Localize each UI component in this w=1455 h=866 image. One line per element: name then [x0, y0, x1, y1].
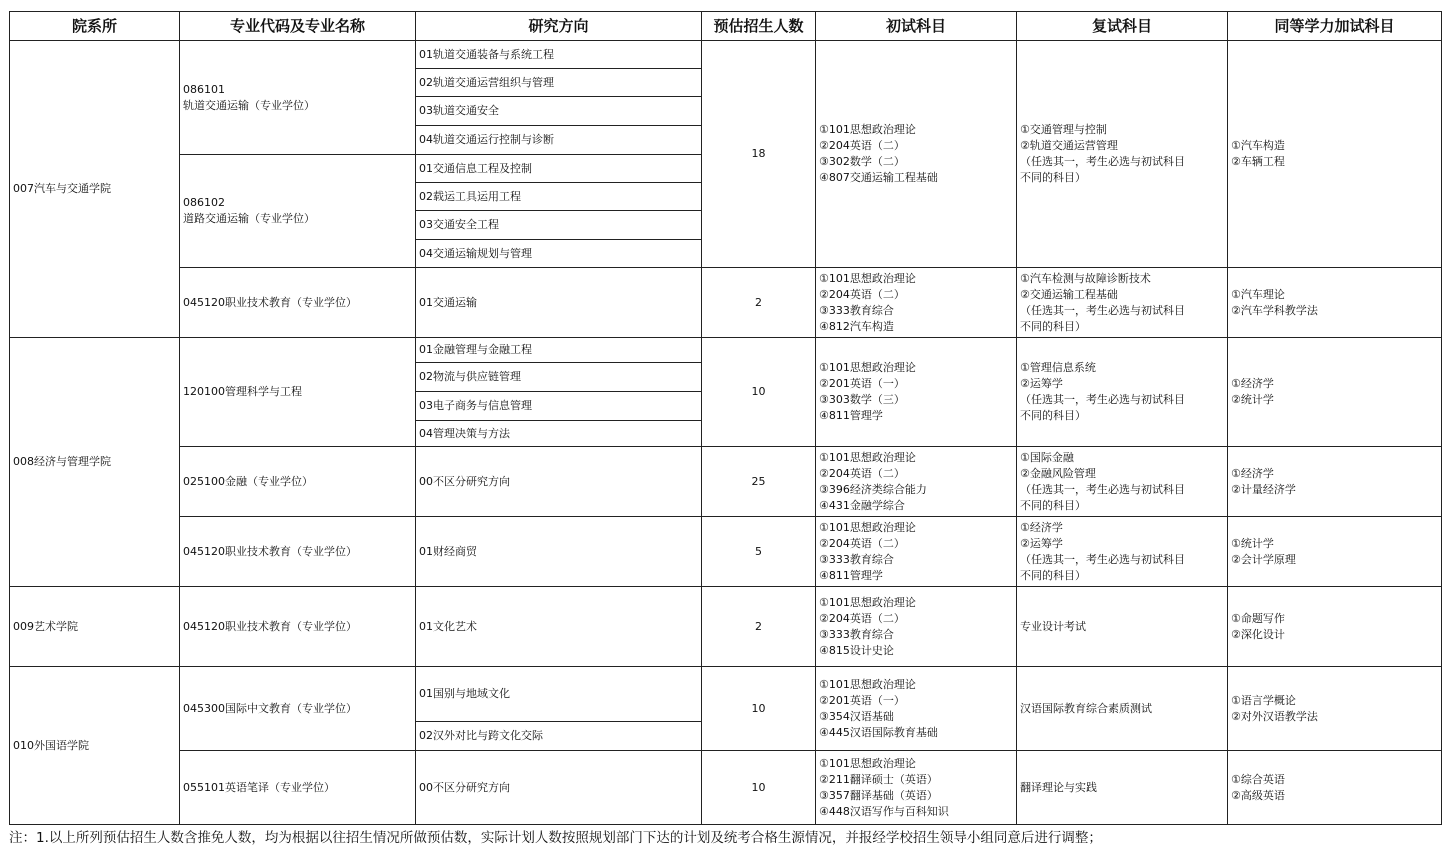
direction-cell: 02载运工具运用工程 — [416, 183, 702, 211]
direction-cell: 04交通运输规划与管理 — [416, 240, 702, 268]
equiv-exam-cell: ①综合英语 ②高级英语 — [1228, 751, 1442, 825]
initial-exam-cell: ①101思想政治理论 ②204英语（二） ③302数学（二） ④807交通运输工程基础 — [816, 41, 1017, 268]
count-cell: 5 — [702, 517, 816, 587]
initial-exam-cell: ①101思想政治理论 ②211翻译硕士（英语） ③357翻译基础（英语） ④448汉语写作与百科知识 — [816, 751, 1017, 825]
count-cell: 2 — [702, 268, 816, 338]
direction-cell: 03轨道交通安全 — [416, 97, 702, 126]
footnote: 注：1.以上所列预估招生人数含推免人数，均为根据以往招生情况所做预估数，实际计划人数按照规划部门下达的计划及统考合格生源情况，并报经学校招生领导小组同意后进行调整； — [9, 830, 1102, 846]
enrollment-table — [9, 11, 1442, 825]
direction-cell: 00不区分研究方向 — [416, 447, 702, 517]
retest-cell: ①汽车检测与故障诊断技术 ②交通运输工程基础 （任选其一，考生必选与初试科目 不同的科目） — [1017, 268, 1228, 338]
equiv-exam-cell: ①命题写作 ②深化设计 — [1228, 587, 1442, 667]
equiv-exam-cell: ①经济学 ②计量经济学 — [1228, 447, 1442, 517]
direction-cell: 01交通运输 — [416, 268, 702, 338]
major-cell: 120100管理科学与工程 — [180, 338, 416, 447]
direction-cell: 04轨道交通运行控制与诊断 — [416, 126, 702, 155]
direction-cell: 01文化艺术 — [416, 587, 702, 667]
header-initial-exam: 初试科目 — [816, 12, 1017, 41]
direction-cell: 01金融管理与金融工程 — [416, 338, 702, 363]
table-row — [10, 587, 1442, 667]
header-equiv-exam: 同等学力加试科目 — [1228, 12, 1442, 41]
retest-cell: ①经济学 ②运筹学 （任选其一，考生必选与初试科目 不同的科目） — [1017, 517, 1228, 587]
count-cell: 18 — [702, 41, 816, 268]
direction-cell: 01轨道交通装备与系统工程 — [416, 41, 702, 69]
count-cell: 10 — [702, 338, 816, 447]
header-direction: 研究方向 — [416, 12, 702, 41]
count-cell: 25 — [702, 447, 816, 517]
major-cell: 045120职业技术教育（专业学位） — [180, 587, 416, 667]
major-cell: 055101英语笔译（专业学位） — [180, 751, 416, 825]
header-row — [10, 12, 1442, 41]
equiv-exam-cell: ①汽车构造 ②车辆工程 — [1228, 41, 1442, 268]
equiv-exam-cell: ①统计学 ②会计学原理 — [1228, 517, 1442, 587]
initial-exam-cell: ①101思想政治理论 ②204英语（二） ③333教育综合 ④815设计史论 — [816, 587, 1017, 667]
table-row — [10, 447, 1442, 517]
header-dept: 院系所 — [10, 12, 180, 41]
header-major: 专业代码及专业名称 — [180, 12, 416, 41]
equiv-exam-cell: ①汽车理论 ②汽车学科教学法 — [1228, 268, 1442, 338]
count-cell: 10 — [702, 667, 816, 751]
retest-cell: ①国际金融 ②金融风险管理 （任选其一，考生必选与初试科目 不同的科目） — [1017, 447, 1228, 517]
table-row — [10, 41, 1442, 69]
direction-cell: 03交通安全工程 — [416, 211, 702, 240]
header-count: 预估招生人数 — [702, 12, 816, 41]
retest-cell: 汉语国际教育综合素质测试 — [1017, 667, 1228, 751]
initial-exam-cell: ①101思想政治理论 ②204英语（二） ③396经济类综合能力 ④431金融学综合 — [816, 447, 1017, 517]
direction-cell: 01国别与地域文化 — [416, 667, 702, 722]
table-row — [10, 751, 1442, 825]
table-row — [10, 268, 1442, 338]
direction-cell: 02汉外对比与跨文化交际 — [416, 722, 702, 751]
major-cell: 045300国际中文教育（专业学位） — [180, 667, 416, 751]
major-cell: 045120职业技术教育（专业学位） — [180, 517, 416, 587]
direction-cell: 02物流与供应链管理 — [416, 363, 702, 392]
major-cell: 025100金融（专业学位） — [180, 447, 416, 517]
equiv-exam-cell: ①语言学概论 ②对外汉语教学法 — [1228, 667, 1442, 751]
equiv-exam-cell: ①经济学 ②统计学 — [1228, 338, 1442, 447]
table-row — [10, 667, 1442, 722]
retest-cell: 专业设计考试 — [1017, 587, 1228, 667]
dept-cell: 007汽车与交通学院 — [10, 41, 180, 338]
table-row — [10, 338, 1442, 363]
major-cell: 086102 道路交通运输（专业学位） — [180, 155, 416, 268]
count-cell: 10 — [702, 751, 816, 825]
direction-cell: 01财经商贸 — [416, 517, 702, 587]
initial-exam-cell: ①101思想政治理论 ②201英语（一） ③354汉语基础 ④445汉语国际教育基础 — [816, 667, 1017, 751]
initial-exam-cell: ①101思想政治理论 ②204英语（二） ③333教育综合 ④812汽车构造 — [816, 268, 1017, 338]
direction-cell: 02轨道交通运营组织与管理 — [416, 69, 702, 97]
dept-cell: 009艺术学院 — [10, 587, 180, 667]
initial-exam-cell: ①101思想政治理论 ②204英语（二） ③333教育综合 ④811管理学 — [816, 517, 1017, 587]
direction-cell: 04管理决策与方法 — [416, 421, 702, 447]
dept-cell: 010外国语学院 — [10, 667, 180, 825]
header-retest: 复试科目 — [1017, 12, 1228, 41]
major-cell: 086101 轨道交通运输（专业学位） — [180, 41, 416, 155]
retest-cell: ①管理信息系统 ②运筹学 （任选其一，考生必选与初试科目 不同的科目） — [1017, 338, 1228, 447]
table-row — [10, 517, 1442, 587]
dept-cell: 008经济与管理学院 — [10, 338, 180, 587]
retest-cell: ①交通管理与控制 ②轨道交通运营管理 （任选其一，考生必选与初试科目 不同的科目） — [1017, 41, 1228, 268]
direction-cell: 03电子商务与信息管理 — [416, 392, 702, 421]
initial-exam-cell: ①101思想政治理论 ②201英语（一） ③303数学（三） ④811管理学 — [816, 338, 1017, 447]
major-cell: 045120职业技术教育（专业学位） — [180, 268, 416, 338]
direction-cell: 00不区分研究方向 — [416, 751, 702, 825]
direction-cell: 01交通信息工程及控制 — [416, 155, 702, 183]
count-cell: 2 — [702, 587, 816, 667]
retest-cell: 翻译理论与实践 — [1017, 751, 1228, 825]
